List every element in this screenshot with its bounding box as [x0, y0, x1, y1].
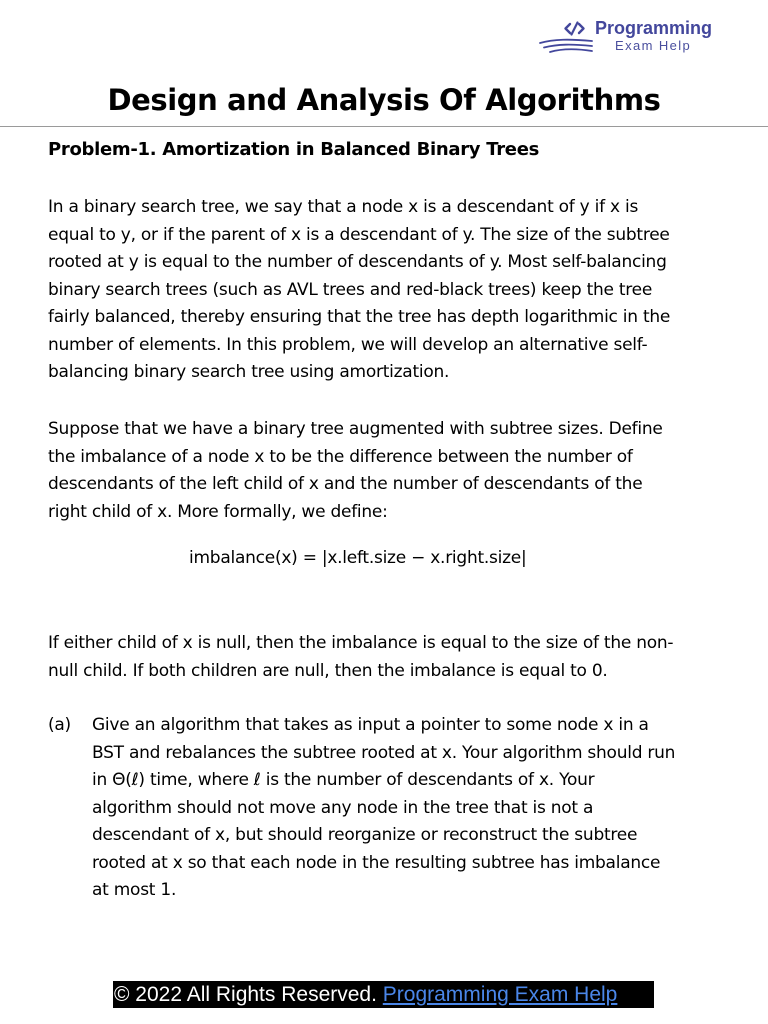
text-line: Give an algorithm that takes as input a pointer to some node x in a: [92, 715, 649, 735]
logo-text-primary: Programming: [595, 18, 713, 38]
text-line: Suppose that we have a binary tree augmented with subtree sizes. Define: [48, 419, 663, 439]
text-line: equal to y, or if the parent of x is a descendant of y. The size of the subtree: [48, 224, 670, 245]
part-a-label: (a): [48, 715, 71, 735]
text-line: algorithm should not move any node in the tree that is not a: [92, 797, 594, 818]
code-brackets-logo-icon: [536, 18, 596, 56]
text-line: binary search trees (such as AVL trees and red-black trees) keep the tree: [48, 279, 653, 300]
text-line: If either child of x is null, then the imbalance is equal to the size of the non-: [48, 633, 674, 653]
copyright-text: © 2022 All Rights Reserved.: [114, 983, 383, 1006]
logo-text-secondary: Exam Help: [615, 38, 692, 53]
text-line: In a binary search tree, we say that a node x is a descendant of y if x is: [48, 197, 639, 217]
paragraph-definitions: [48, 194, 670, 387]
document-title: Design and Analysis Of Algorithms: [107, 83, 661, 117]
title-divider: [0, 126, 768, 127]
paragraph-imbalance-definition: [48, 416, 663, 526]
text-line: in Θ(ℓ) time, where ℓ is the number of descendants of x. Your: [92, 770, 595, 790]
text-line: at most 1.: [92, 880, 177, 900]
text-line: the imbalance of a node x to be the difference between the number of: [48, 446, 633, 467]
imbalance-formula: imbalance(x) = |x.left.size − x.right.size|: [189, 548, 527, 568]
problem-heading: Problem-1. Amortization in Balanced Binary Trees: [48, 139, 540, 160]
programming-exam-help-link[interactable]: Programming Exam Help: [382, 983, 618, 1006]
text-line: descendant of x, but should reorganize or reconstruct the subtree: [92, 825, 638, 845]
part-a-text: [92, 712, 675, 905]
text-line: rooted at y is equal to the number of descendants of y. Most self-balancing: [48, 252, 667, 272]
text-line: balancing binary search tree using amortization.: [48, 362, 450, 382]
text-line: BST and rebalances the subtree rooted at x. Your algorithm should run: [92, 742, 676, 763]
copyright-footer: [113, 981, 654, 1008]
text-line: right child of x. More formally, we define:: [48, 501, 388, 522]
text-line: fairly balanced, thereby ensuring that the tree has depth logarithmic in the: [48, 307, 671, 327]
text-line: null child. If both children are null, then the imbalance is equal to 0.: [48, 660, 608, 681]
text-line: rooted at x so that each node in the resulting subtree has imbalance: [92, 852, 661, 873]
brand-logo: [536, 18, 740, 58]
text-line: descendants of the left child of x and the number of descendants of the: [48, 474, 643, 494]
paragraph-null-children: [48, 630, 673, 685]
text-line: number of elements. In this problem, we will develop an alternative self-: [48, 334, 648, 355]
